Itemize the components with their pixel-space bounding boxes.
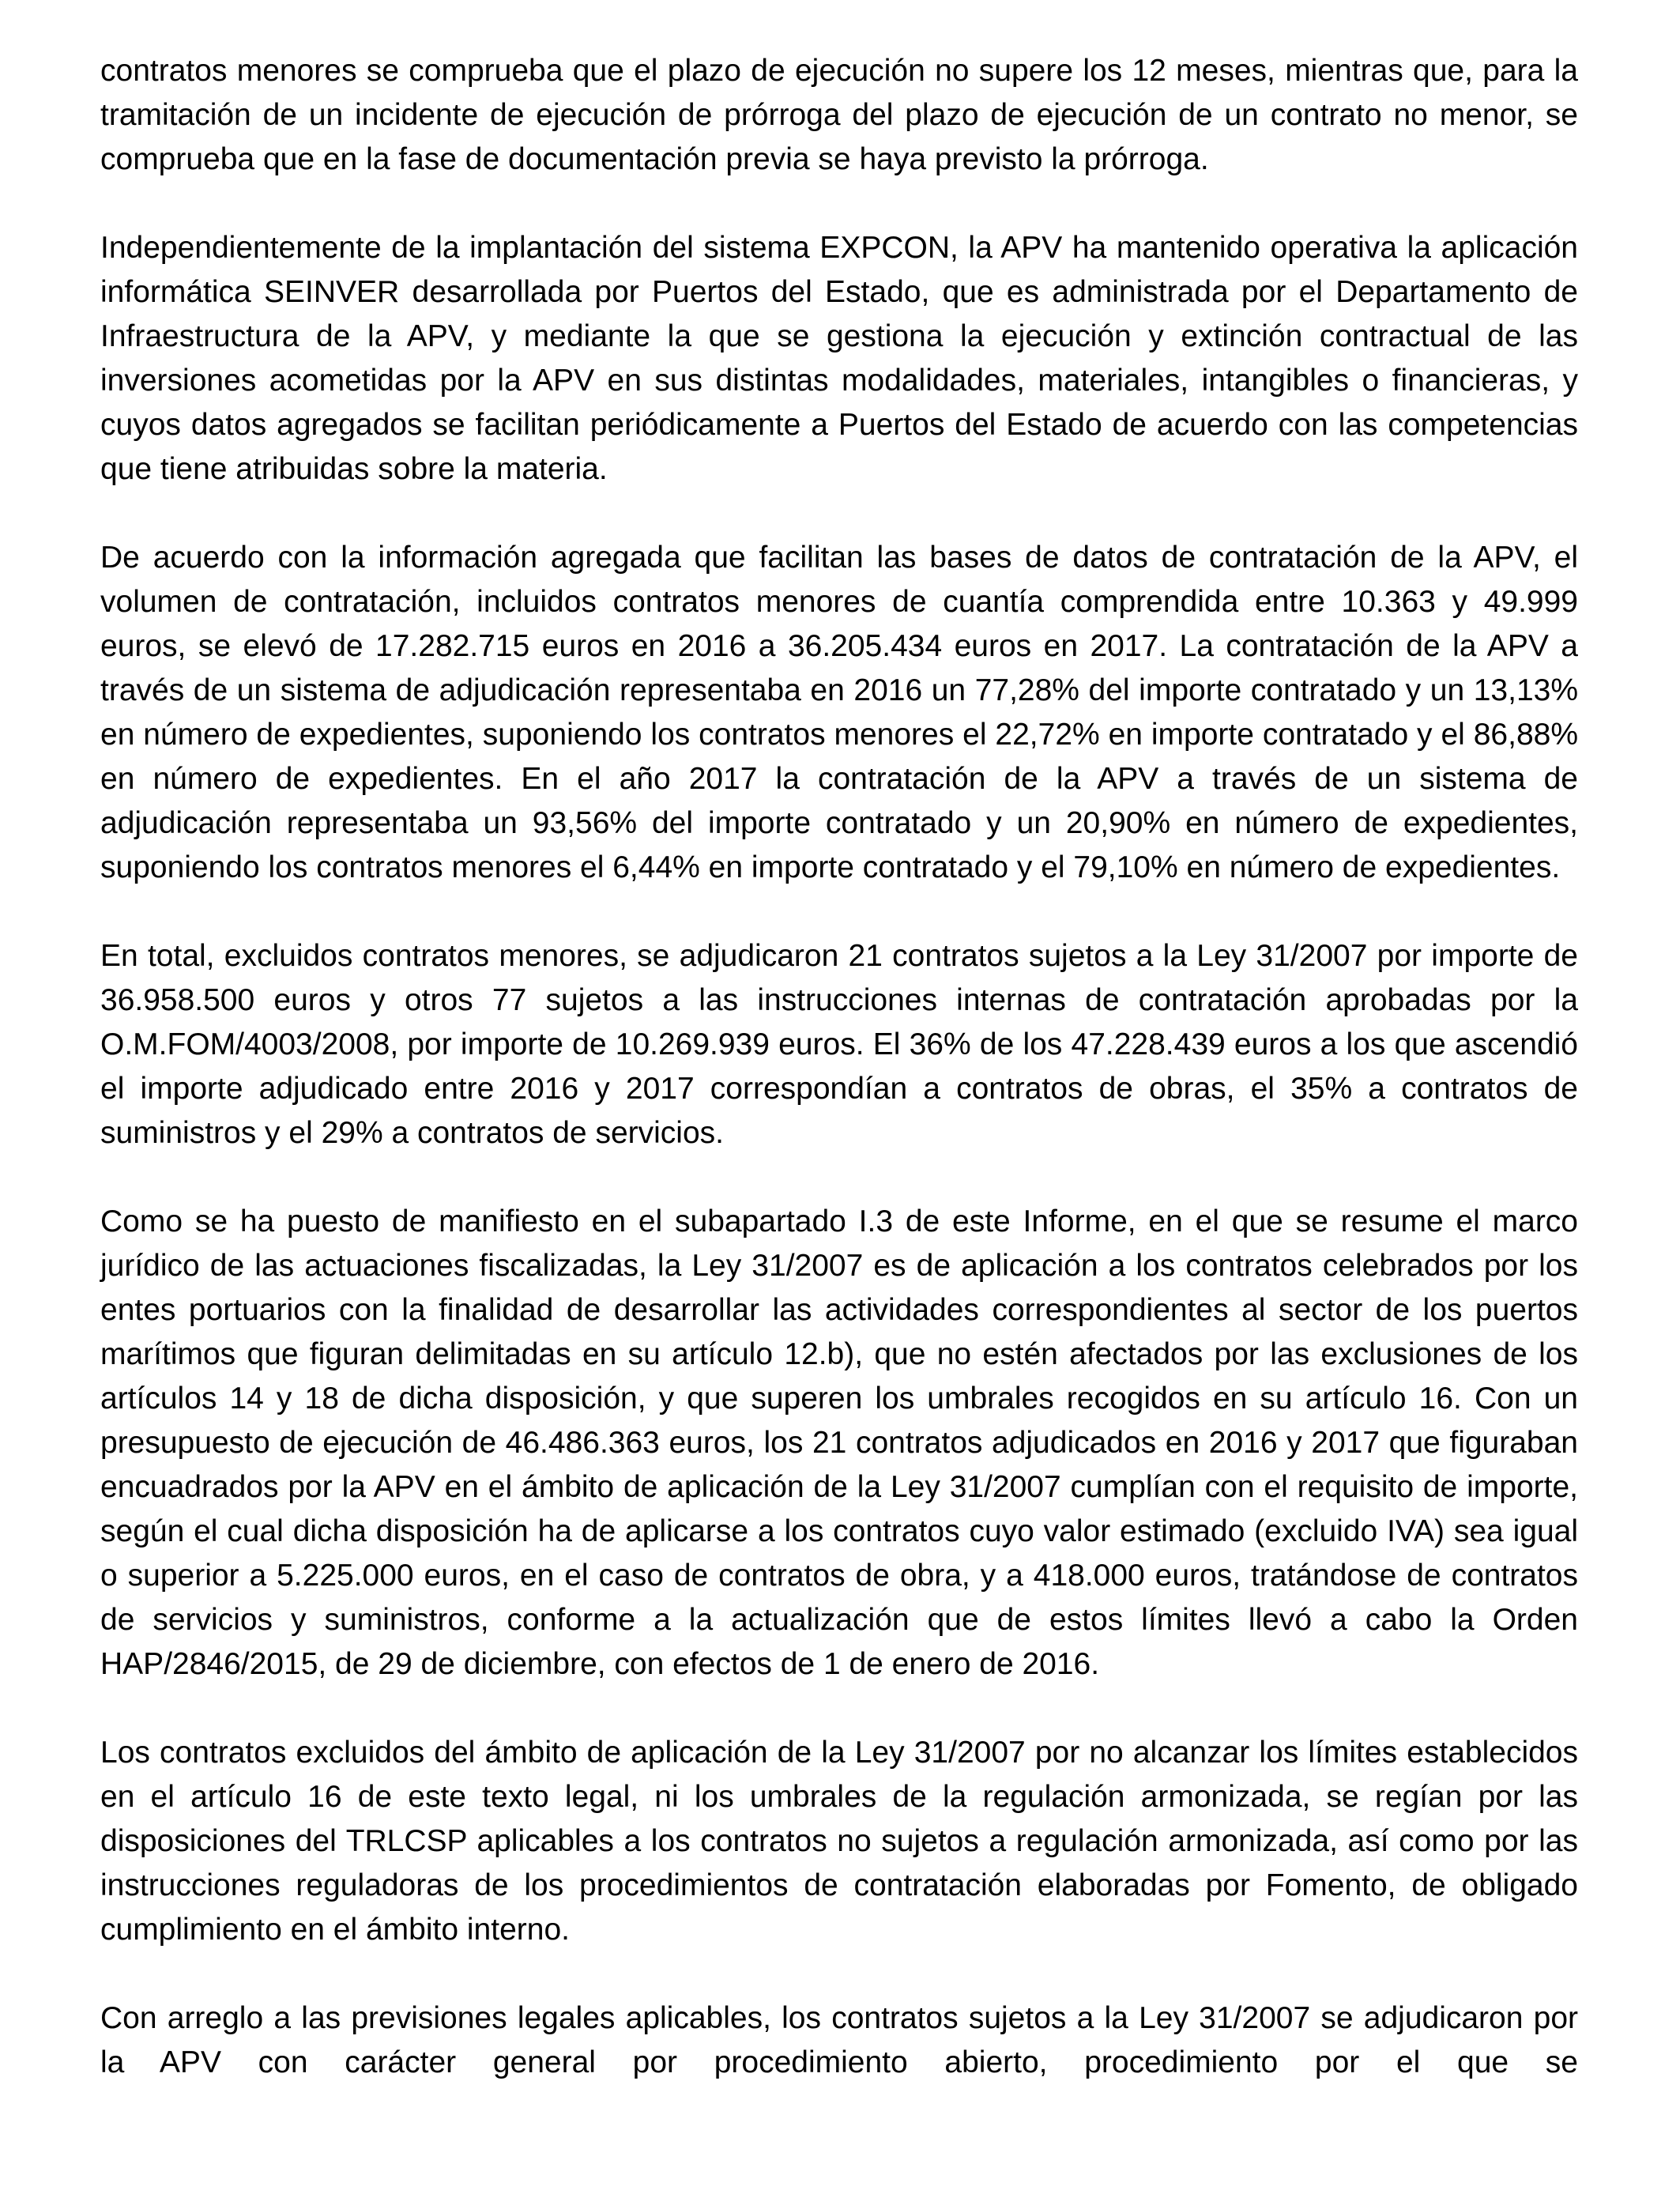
document-page	[100, 49, 1578, 2085]
paragraph-procedimiento-abierto: Con arreglo a las previsiones legales aplicables, los contratos sujetos a la Ley 31/2007 se adjudicaron por la APV con carácter general por procedimiento abierto, procedimiento por el que se	[100, 2001, 1578, 2079]
paragraph-marco-juridico: Como se ha puesto de manifiesto en el subapartado I.3 de este Informe, en el que se resume el marco jurídico de las actuaciones fiscalizadas, la Ley 31/2007 es de aplicación a los contratos celebrados por los entes portuarios con la finalidad de desarrollar las actividades correspondientes al sector de los puertos marítimos que figuran delimitadas en su artículo 12.b), que no estén afectados por las exclusiones de los artículos 14 y 18 de dicha disposición, y que superen los umbrales recogidos en su artículo 16. Con un presupuesto de ejecución de 46.486.363 euros, los 21 contratos adjudicados en 2016 y 2017 que figuraban encuadrados por la APV en el ámbito de aplicación de la Ley 31/2007 cumplían con el requisito de importe, según el cual dicha disposición ha de aplicarse a los contratos cuyo valor estimado (excluido IVA) sea igual o superior a 5.225.000 euros, en el caso de contratos de obra, y a 418.000 euros, tratándose de contratos de servicios y suministros, conforme a la actualización que de estos límites llevó a cabo la Orden HAP/2846/2015, de 29 de diciembre, con efectos de 1 de enero de 2016.	[100, 1204, 1578, 1681]
paragraph-contratos-excluidos: Los contratos excluidos del ámbito de aplicación de la Ley 31/2007 por no alcanzar los límites establecidos en el artículo 16 de este texto legal, ni los umbrales de la regulación armonizada, se regían por las disposiciones del TRLCSP aplicables a los contratos no sujetos a regulación armonizada, así como por las instrucciones reguladoras de los procedimientos de contratación elaboradas por Fomento, de obligado cumplimiento en el ámbito interno.	[100, 1736, 1578, 1947]
paragraph-total-adjudicado: En total, excluidos contratos menores, se adjudicaron 21 contratos sujetos a la Ley 31/2007 por importe de 36.958.500 euros y otros 77 sujetos a las instrucciones internas de contratación aprobadas por la O.M.FOM/4003/2008, por importe de 10.269.939 euros. El 36% de los 47.228.439 euros a los que ascendió el importe adjudicado entre 2016 y 2017 correspondían a contratos de obras, el 35% a contratos de suministros y el 29% a contratos de servicios.	[100, 939, 1578, 1150]
paragraph-seinver: Independientemente de la implantación del sistema EXPCON, la APV ha mantenido operativa la aplicación informática SEINVER desarrollada por Puertos del Estado, que es administrada por el Departamento de Infraestructura de la APV, y mediante la que se gestiona la ejecución y extinción contractual de las inversiones acometidas por la APV en sus distintas modalidades, materiales, intangibles o financieras, y cuyos datos agregados se facilitan periódicamente a Puertos del Estado de acuerdo con las competencias que tiene atribuidas sobre la materia.	[100, 231, 1578, 486]
paragraph-plazo-ejecucion: contratos menores se comprueba que el plazo de ejecución no supere los 12 meses, mientras que, para la tramitación de un incidente de ejecución de prórroga del plazo de ejecución de un contrato no menor, se comprueba que en la fase de documentación previa se haya previsto la prórroga.	[100, 54, 1578, 176]
paragraph-volumen-contratacion: De acuerdo con la información agregada que facilitan las bases de datos de contratación de la APV, el volumen de contratación, incluidos contratos menores de cuantía comprendida entre 10.363 y 49.999 euros, se elevó de 17.282.715 euros en 2016 a 36.205.434 euros en 2017. La contratación de la APV a través de un sistema de adjudicación representaba en 2016 un 77,28% del importe contratado y un 13,13% en número de expedientes, suponiendo los contratos menores el 22,72% en importe contratado y el 86,88% en número de expedientes. En el año 2017 la contratación de la APV a través de un sistema de adjudicación representaba un 93,56% del importe contratado y un 20,90% en número de expedientes, suponiendo los contratos menores el 6,44% en importe contratado y el 79,10% en número de expedientes.	[100, 541, 1578, 884]
